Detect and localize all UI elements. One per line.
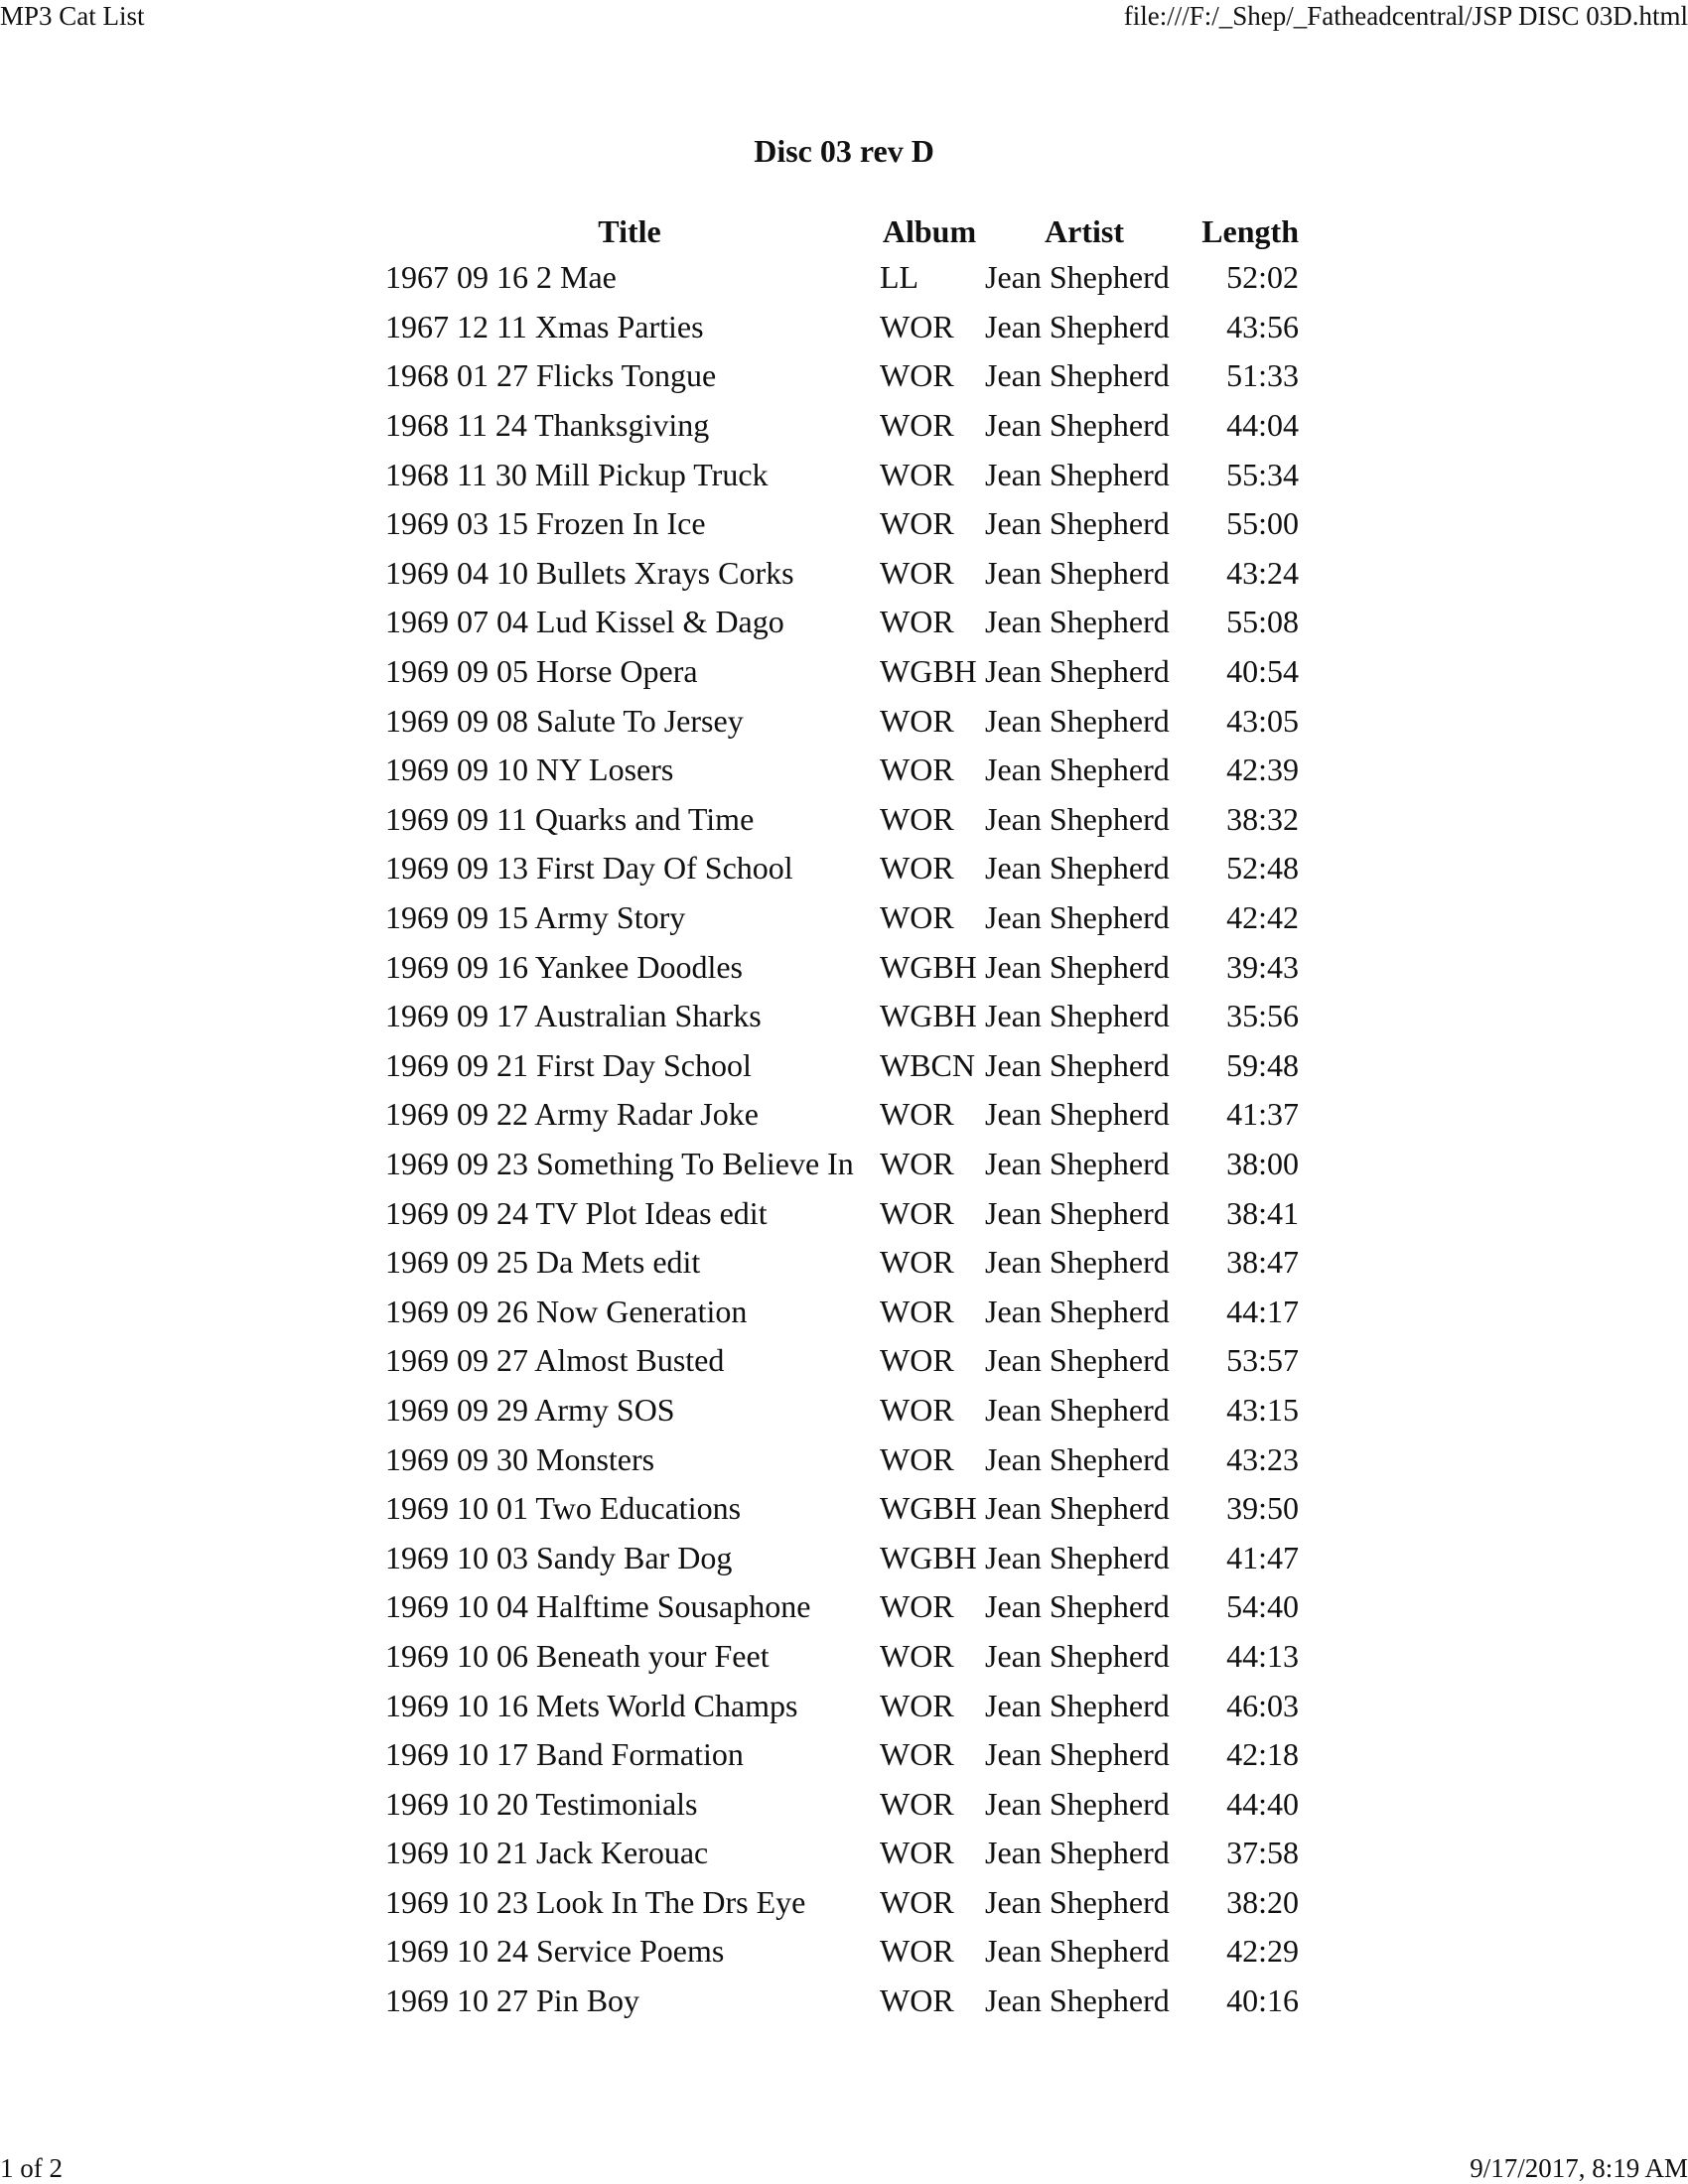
cell-length: 41:47: [1226, 1539, 1299, 1575]
cell-album: WOR: [880, 1194, 954, 1231]
cell-artist: Jean Shepherd: [985, 1637, 1170, 1674]
column-header-title: Title: [598, 213, 661, 249]
cell-title: 1969 09 16 Yankee Doodles: [385, 948, 743, 985]
table-row: [385, 1779, 1299, 1829]
cell-artist: Jean Shepherd: [985, 1835, 1170, 1871]
cell-length: 43:05: [1226, 702, 1299, 739]
table-row: [385, 1681, 1299, 1730]
table-row: [385, 1238, 1299, 1288]
cell-artist: Jean Shepherd: [985, 1490, 1170, 1527]
cell-album: WOR: [880, 357, 954, 394]
table-row: [385, 401, 1299, 451]
cell-length: 52:02: [1226, 259, 1299, 296]
cell-album: WBCN: [880, 1046, 975, 1083]
cell-artist: Jean Shepherd: [985, 505, 1170, 542]
cell-artist: Jean Shepherd: [985, 1194, 1170, 1231]
cell-title: 1969 10 23 Look In The Drs Eye: [385, 1883, 806, 1920]
cell-title: 1968 01 27 Flicks Tongue: [385, 357, 717, 394]
table-row: [385, 1878, 1299, 1928]
cell-artist: Jean Shepherd: [985, 407, 1170, 444]
table-row: [385, 1434, 1299, 1484]
table-row: [385, 893, 1299, 943]
cell-album: WOR: [880, 1096, 954, 1133]
cell-artist: Jean Shepherd: [985, 653, 1170, 690]
cell-album: LL: [880, 259, 919, 296]
table-row: [385, 1730, 1299, 1780]
cell-album: WOR: [880, 407, 954, 444]
table-row: [385, 1336, 1299, 1386]
cell-album: WOR: [880, 456, 954, 492]
column-header-length: Length: [1201, 213, 1299, 249]
cell-title: 1967 12 11 Xmas Parties: [385, 308, 704, 344]
cell-artist: Jean Shepherd: [985, 259, 1170, 296]
cell-title: 1968 11 24 Thanksgiving: [385, 407, 710, 444]
cell-length: 38:41: [1226, 1194, 1299, 1231]
cell-artist: Jean Shepherd: [985, 604, 1170, 640]
cell-album: WOR: [880, 1982, 954, 2019]
table-row: [385, 1041, 1299, 1091]
column-header-artist: Artist: [1045, 213, 1124, 249]
cell-title: 1969 10 03 Sandy Bar Dog: [385, 1539, 733, 1575]
header-row: [385, 210, 1299, 253]
cell-artist: Jean Shepherd: [985, 998, 1170, 1034]
cell-album: WOR: [880, 604, 954, 640]
cell-length: 40:54: [1226, 653, 1299, 690]
cell-artist: Jean Shepherd: [985, 308, 1170, 344]
cell-artist: Jean Shepherd: [985, 554, 1170, 591]
cell-length: 42:42: [1226, 899, 1299, 936]
cell-length: 59:48: [1226, 1046, 1299, 1083]
table-row: [385, 1632, 1299, 1682]
cell-album: WOR: [880, 1244, 954, 1281]
cell-length: 38:00: [1226, 1145, 1299, 1181]
cell-title: 1969 09 08 Salute To Jersey: [385, 702, 744, 739]
cell-length: 35:56: [1226, 998, 1299, 1034]
cell-album: WGBH: [880, 1539, 977, 1575]
print-footer-timestamp: 9/17/2017, 8:19 AM: [1470, 2153, 1688, 2183]
cell-title: 1969 09 17 Australian Sharks: [385, 998, 762, 1034]
cell-length: 53:57: [1226, 1342, 1299, 1379]
cell-title: 1969 09 29 Army SOS: [385, 1391, 675, 1428]
cell-album: WOR: [880, 850, 954, 887]
table-row: [385, 450, 1299, 499]
cell-artist: Jean Shepherd: [985, 1883, 1170, 1920]
cell-album: WOR: [880, 1785, 954, 1822]
cell-artist: Jean Shepherd: [985, 1982, 1170, 2019]
cell-artist: Jean Shepherd: [985, 1096, 1170, 1133]
cell-title: 1969 09 10 NY Losers: [385, 751, 674, 788]
cell-length: 42:29: [1226, 1933, 1299, 1970]
cell-title: 1969 09 23 Something To Believe In: [385, 1145, 854, 1181]
cell-artist: Jean Shepherd: [985, 1440, 1170, 1477]
cell-length: 41:37: [1226, 1096, 1299, 1133]
cell-title: 1969 09 26 Now Generation: [385, 1293, 748, 1329]
cell-title: 1969 10 04 Halftime Sousaphone: [385, 1588, 811, 1625]
cell-length: 44:40: [1226, 1785, 1299, 1822]
cell-artist: Jean Shepherd: [985, 456, 1170, 492]
cell-length: 46:03: [1226, 1687, 1299, 1723]
cell-album: WGBH: [880, 948, 977, 985]
cell-album: WOR: [880, 1391, 954, 1428]
cell-artist: Jean Shepherd: [985, 1046, 1170, 1083]
cell-artist: Jean Shepherd: [985, 850, 1170, 887]
cell-album: WOR: [880, 1342, 954, 1379]
cell-title: 1969 10 17 Band Formation: [385, 1736, 744, 1773]
cell-length: 40:16: [1226, 1982, 1299, 2019]
cell-album: WOR: [880, 1835, 954, 1871]
cell-title: 1969 09 25 Da Mets edit: [385, 1244, 701, 1281]
table-row: [385, 795, 1299, 845]
cell-length: 38:47: [1226, 1244, 1299, 1281]
cell-album: WOR: [880, 1687, 954, 1723]
cell-artist: Jean Shepherd: [985, 751, 1170, 788]
cell-length: 42:39: [1226, 751, 1299, 788]
cell-artist: Jean Shepherd: [985, 1293, 1170, 1329]
cell-artist: Jean Shepherd: [985, 1736, 1170, 1773]
table-row: [385, 942, 1299, 992]
table-row: [385, 647, 1299, 697]
cell-title: 1969 10 27 Pin Boy: [385, 1982, 640, 2019]
table-row: [385, 549, 1299, 599]
cell-album: WOR: [880, 1588, 954, 1625]
cell-title: 1969 10 16 Mets World Champs: [385, 1687, 798, 1723]
cell-title: 1969 04 10 Bullets Xrays Corks: [385, 554, 794, 591]
cell-album: WOR: [880, 702, 954, 739]
cell-length: 37:58: [1226, 1835, 1299, 1871]
table-row: [385, 1829, 1299, 1878]
table-row: [385, 1140, 1299, 1189]
cell-length: 38:20: [1226, 1883, 1299, 1920]
table-row: [385, 598, 1299, 647]
cell-title: 1969 10 01 Two Educations: [385, 1490, 742, 1527]
table-row: [385, 1090, 1299, 1140]
cell-title: 1969 07 04 Lud Kissel & Dago: [385, 604, 784, 640]
cell-title: 1969 03 15 Frozen In Ice: [385, 505, 706, 542]
column-header-album: Album: [882, 213, 977, 249]
cell-length: 44:04: [1226, 407, 1299, 444]
cell-title: 1969 09 13 First Day Of School: [385, 850, 793, 887]
cell-title: 1969 09 24 TV Plot Ideas edit: [385, 1194, 768, 1231]
cell-album: WGBH: [880, 1490, 977, 1527]
cell-album: WOR: [880, 1293, 954, 1329]
cell-album: WOR: [880, 1440, 954, 1477]
cell-album: WGBH: [880, 653, 977, 690]
table-row: [385, 1287, 1299, 1336]
print-header-url: file:///F:/_Shep/_Fatheadcentral/JSP DISC 03D.html: [1123, 1, 1688, 31]
cell-length: 39:43: [1226, 948, 1299, 985]
cell-title: 1969 10 24 Service Poems: [385, 1933, 725, 1970]
table-row: [385, 499, 1299, 549]
cell-length: 54:40: [1226, 1588, 1299, 1625]
cell-title: 1968 11 30 Mill Pickup Truck: [385, 456, 769, 492]
cell-album: WOR: [880, 899, 954, 936]
cell-artist: Jean Shepherd: [985, 1342, 1170, 1379]
cell-artist: Jean Shepherd: [985, 899, 1170, 936]
cell-artist: Jean Shepherd: [985, 1391, 1170, 1428]
cell-title: 1969 09 27 Almost Busted: [385, 1342, 725, 1379]
table-row: [385, 696, 1299, 746]
table-row: [385, 1386, 1299, 1435]
cell-length: 51:33: [1226, 357, 1299, 394]
cell-album: WOR: [880, 800, 954, 837]
track-table: [385, 210, 1299, 2025]
table-row: [385, 844, 1299, 893]
table-row: [385, 303, 1299, 352]
cell-album: WOR: [880, 1145, 954, 1181]
table-row: [385, 1188, 1299, 1238]
cell-album: WOR: [880, 1883, 954, 1920]
cell-length: 38:32: [1226, 800, 1299, 837]
cell-title: 1969 09 11 Quarks and Time: [385, 800, 755, 837]
cell-artist: Jean Shepherd: [985, 1933, 1170, 1970]
table-header: [385, 210, 1299, 253]
cell-album: WOR: [880, 1637, 954, 1674]
cell-length: 55:00: [1226, 505, 1299, 542]
cell-artist: Jean Shepherd: [985, 800, 1170, 837]
cell-artist: Jean Shepherd: [985, 1145, 1170, 1181]
cell-title: 1969 10 20 Testimonials: [385, 1785, 698, 1822]
table-row: [385, 746, 1299, 795]
cell-artist: Jean Shepherd: [985, 1588, 1170, 1625]
cell-artist: Jean Shepherd: [985, 1687, 1170, 1723]
cell-title: 1969 09 05 Horse Opera: [385, 653, 698, 690]
cell-title: 1969 09 21 First Day School: [385, 1046, 752, 1083]
cell-artist: Jean Shepherd: [985, 948, 1170, 985]
cell-length: 43:15: [1226, 1391, 1299, 1428]
cell-artist: Jean Shepherd: [985, 702, 1170, 739]
cell-artist: Jean Shepherd: [985, 357, 1170, 394]
cell-album: WOR: [880, 308, 954, 344]
table-row: [385, 351, 1299, 401]
cell-title: 1969 09 15 Army Story: [385, 899, 686, 936]
cell-length: 52:48: [1226, 850, 1299, 887]
cell-album: WOR: [880, 505, 954, 542]
cell-album: WOR: [880, 1933, 954, 1970]
cell-title: 1969 10 21 Jack Kerouac: [385, 1835, 709, 1871]
cell-album: WOR: [880, 1736, 954, 1773]
table-row: [385, 253, 1299, 303]
print-header-title: MP3 Cat List: [0, 1, 145, 31]
page-title: Disc 03 rev D: [754, 133, 934, 169]
cell-length: 42:18: [1226, 1736, 1299, 1773]
cell-length: 44:13: [1226, 1637, 1299, 1674]
table-row: [385, 1582, 1299, 1632]
table-row: [385, 1484, 1299, 1534]
cell-length: 55:34: [1226, 456, 1299, 492]
cell-album: WOR: [880, 554, 954, 591]
table-row: [385, 1927, 1299, 1977]
cell-length: 55:08: [1226, 604, 1299, 640]
cell-artist: Jean Shepherd: [985, 1785, 1170, 1822]
cell-title: 1969 10 06 Beneath your Feet: [385, 1637, 770, 1674]
cell-length: 44:17: [1226, 1293, 1299, 1329]
table-row: [385, 1533, 1299, 1582]
cell-album: WGBH: [880, 998, 977, 1034]
table-row: [385, 992, 1299, 1041]
print-footer-page: 1 of 2: [0, 2153, 63, 2183]
cell-title: 1967 09 16 2 Mae: [385, 259, 617, 296]
cell-length: 43:24: [1226, 554, 1299, 591]
cell-artist: Jean Shepherd: [985, 1539, 1170, 1575]
table-body: [385, 253, 1299, 2025]
table-row: [385, 1977, 1299, 2026]
cell-length: 43:23: [1226, 1440, 1299, 1477]
cell-title: 1969 09 30 Monsters: [385, 1440, 655, 1477]
cell-artist: Jean Shepherd: [985, 1244, 1170, 1281]
cell-length: 43:56: [1226, 308, 1299, 344]
cell-length: 39:50: [1226, 1490, 1299, 1527]
cell-album: WOR: [880, 751, 954, 788]
cell-title: 1969 09 22 Army Radar Joke: [385, 1096, 759, 1133]
